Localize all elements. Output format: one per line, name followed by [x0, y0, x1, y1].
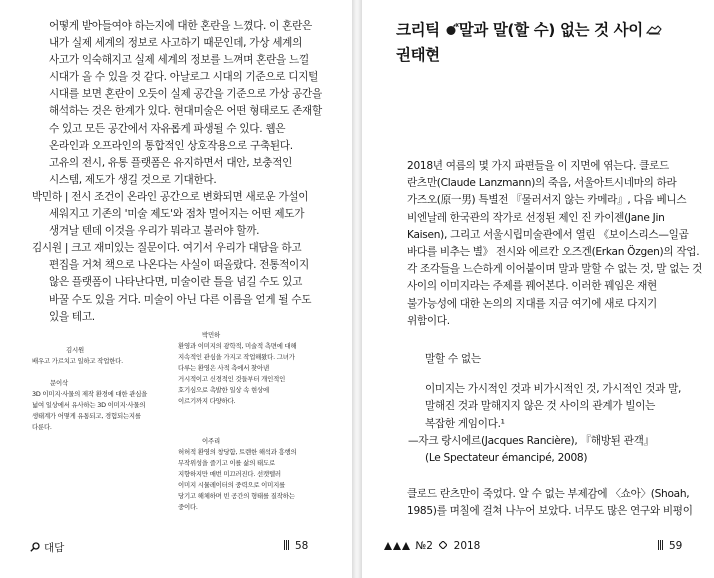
issue-year: 2018 [453, 540, 481, 552]
article-body-intro [407, 158, 707, 330]
bio-line: 생태계가 어떻게 유통되고, 경험되는지를 [32, 412, 141, 420]
text-line: 박민하 | 전시 조건이 온라인 공간으로 변화되면 새로운 가설이 [32, 190, 309, 203]
bio-line: 이르기까지 다양하다. [178, 397, 236, 405]
text-line: 시대가 올 수 있을 것 같다. 아날로그 시대의 기준으로 디지털 [49, 71, 319, 84]
bio-line: 배우고 가르치고 일하고 작업한다. [32, 357, 123, 365]
bio-lee-juri [178, 436, 338, 513]
diamond-icon [439, 540, 447, 548]
bio-moon-isak [32, 378, 172, 433]
left-page [0, 0, 352, 578]
issue-number: №2 [415, 540, 433, 552]
bio-name: 문이삭 [50, 379, 68, 387]
bio-kim-siwon [32, 345, 172, 367]
epigraph-citation-source: (Le Spectateur émancipé, 2008) [425, 452, 588, 465]
bio-line: 이미지 시뮬레이터의 중력으로 이미지를 [178, 481, 286, 489]
author-name: 권태현 [396, 46, 440, 64]
text-line: 편집을 거쳐 책으로 나온다는 사실이 떠올랐다. 전통적이지 [49, 259, 309, 272]
text-line: 사이의 이미지라는 주제를 꿰어본다. 이러한 꿰임은 재현 [407, 280, 657, 293]
text-line: 시스템, 제도가 생길 것으로 기대한다. [49, 173, 217, 186]
right-footer-issue [384, 540, 480, 553]
title-text: 말과 말(할 수) 없는 것 사이 [458, 21, 643, 39]
text-line: 않은 플랫폼이 나타난다면, 미술이란 틀을 넘길 수도 있고 [49, 276, 303, 289]
section-label: 대담 [44, 542, 65, 554]
interview-text [32, 18, 328, 326]
epigraph-heading: 말할 수 없는 [425, 353, 481, 365]
bio-line: 거시적이고 신경적인 것들부터 개인적인 [178, 375, 286, 383]
book-gutter [352, 0, 362, 578]
barcode-icon [284, 540, 289, 550]
article-title [396, 18, 696, 68]
bio-line: 다룬다. [32, 423, 52, 431]
text-line: 복잡한 게임이다.¹ [425, 417, 505, 430]
text-line: 생겨날 텐데 이것을 우리가 뭐라고 불러야 할까. [49, 225, 260, 238]
epigraph-block [408, 351, 695, 467]
bio-name: 이주리 [202, 437, 220, 445]
right-page-number [658, 540, 682, 552]
title-prefix: 크리틱 [396, 21, 445, 39]
left-page-number [284, 540, 308, 552]
page-number: 59 [669, 540, 683, 552]
bio-line: 환영과 이미지의 광학적, 미술적 측면에 대해 [178, 342, 297, 350]
left-footer-section [30, 540, 64, 555]
text-line: 바꿀 수도 있을 거다. 미술이 아닌 다른 이름을 얻게 될 수도 [49, 293, 312, 306]
text-line: 비엔날레 한국관의 작가로 선정된 제인 진 카이젠(Jane Jin [407, 211, 665, 224]
text-line: 가즈오(原一男) 특별전 『물러서지 않는 카메라』, 다음 베니스 [407, 194, 687, 207]
bio-line: 넓여 일상에서 유사하는 3D 이미지·사물의 [32, 401, 146, 409]
text-line: 온라인과 오프라인의 통합적인 상호작용으로 구축된다. [49, 139, 293, 152]
text-line: 어떻게 받아들여야 하는지에 대한 혼란을 느꼈다. 이 혼란은 [49, 20, 312, 32]
article-body-continued [407, 486, 707, 520]
text-line: 바다를 비추는 별》 전시와 에르칸 오즈겐(Erkan Özgen)의 작업. [407, 246, 700, 259]
text-line: 고유의 전시, 유통 플랫폼은 유지하면서 대안, 보충적인 [49, 156, 293, 169]
text-line: Kaisen), 그리고 서울시립미술관에서 열린 《보이스리스—일곱 [407, 228, 689, 241]
bio-line: 지향하지만 매번 미끄러진다. 선캣텔러 [178, 470, 281, 478]
text-line: 김시원 | 크고 재미있는 질문이다. 여기서 우리가 대담을 하고 [32, 242, 302, 255]
text-line: 클로드 란츠만이 죽었다. 알 수 없는 부제감에 〈쇼아〉(Shoah, [407, 488, 690, 500]
barcode-icon [658, 540, 663, 550]
epigraph-citation: —자크 랑시에르(Jacques Rancière), 『해방된 관객』 [408, 434, 654, 447]
writing-hand-icon [646, 18, 662, 30]
text-line: 사고가 익숙해지고 실제 세계의 정보를 느껴며 혼란을 느낄 [49, 54, 309, 67]
title-line [396, 18, 696, 43]
text-line: 있을 테고. [49, 310, 95, 323]
bomb-icon [445, 19, 459, 33]
text-line: 불가능성에 대한 논의의 지대를 지금 여기에 새로 다지기 [407, 297, 657, 310]
text-line: 세워지고 기존의 '미술 제도'와 점차 멀어지는 어떤 제도가 [49, 208, 305, 221]
bio-line: 당기고 해체하며 빈 공간의 형태를 질작하는 [178, 492, 295, 500]
text-line: 말해진 것과 말해지지 않은 것 사이의 관계가 빌이는 [425, 400, 656, 413]
epigraph-quote [425, 381, 695, 433]
bio-name: 박민하 [202, 331, 220, 339]
bio-line: 다루는 환영은 사적 측에서 찾아낸 [178, 364, 269, 372]
bio-line: 호기심으로 촉발한 일상 속 현상에 [178, 386, 269, 394]
bio-park-minha [178, 330, 338, 407]
text-line: 2018년 여름의 몇 가지 파편들을 이 지면에 엮는다. 클로드 [407, 160, 669, 172]
text-line: 시대를 보면 혼란이 오듯이 실제 공간을 기준으로 가상 공간을 [49, 88, 322, 101]
text-line: 란츠만(Claude Lanzmann)의 죽음, 서울아트시네마의 하라 [407, 177, 677, 190]
bio-line: 무작위성을 즐기고 이를 삶의 태도로 [178, 459, 275, 467]
search-icon [30, 542, 40, 552]
text-line: 내가 실제 세계의 정보로 사고하기 때문인데, 가상 세계의 [49, 37, 303, 50]
page-number: 58 [295, 540, 309, 552]
bio-name: 김시원 [66, 346, 84, 354]
text-line: 위함이다. [407, 314, 450, 327]
bio-line: 3D 이미지·사물의 제작 환경에 대한 관심을 [32, 390, 148, 398]
text-line: 수 있고 모든 공간에서 자유롭게 파생될 수 있다. 웹은 [49, 122, 286, 135]
bio-line: 지속적인 관심을 가지고 작업해왔다. 그녀가 [178, 353, 295, 361]
text-line: 해석하는 것은 한계가 있다. 현대미술은 어떤 형태로도 존재할 [49, 105, 322, 118]
bio-line: 허허적 환영의 창당함, 트렌한 해석과 흥행의 [178, 448, 297, 456]
text-line: 1985)를 며칠에 걸쳐 나누어 보았다. 너무도 많은 연구와 비평이 [407, 505, 693, 518]
bio-line: 중이다. [178, 503, 198, 511]
text-line: 각 조각들을 느슨하게 이어붙이며 말과 말할 수 없는 것, 말 없는 것 [407, 263, 703, 276]
text-line: 이미지는 가시적인 것과 비가시적인 것, 가시적인 것과 말, [425, 383, 682, 396]
stairs-logo-icon [384, 540, 412, 553]
right-page [362, 0, 714, 578]
